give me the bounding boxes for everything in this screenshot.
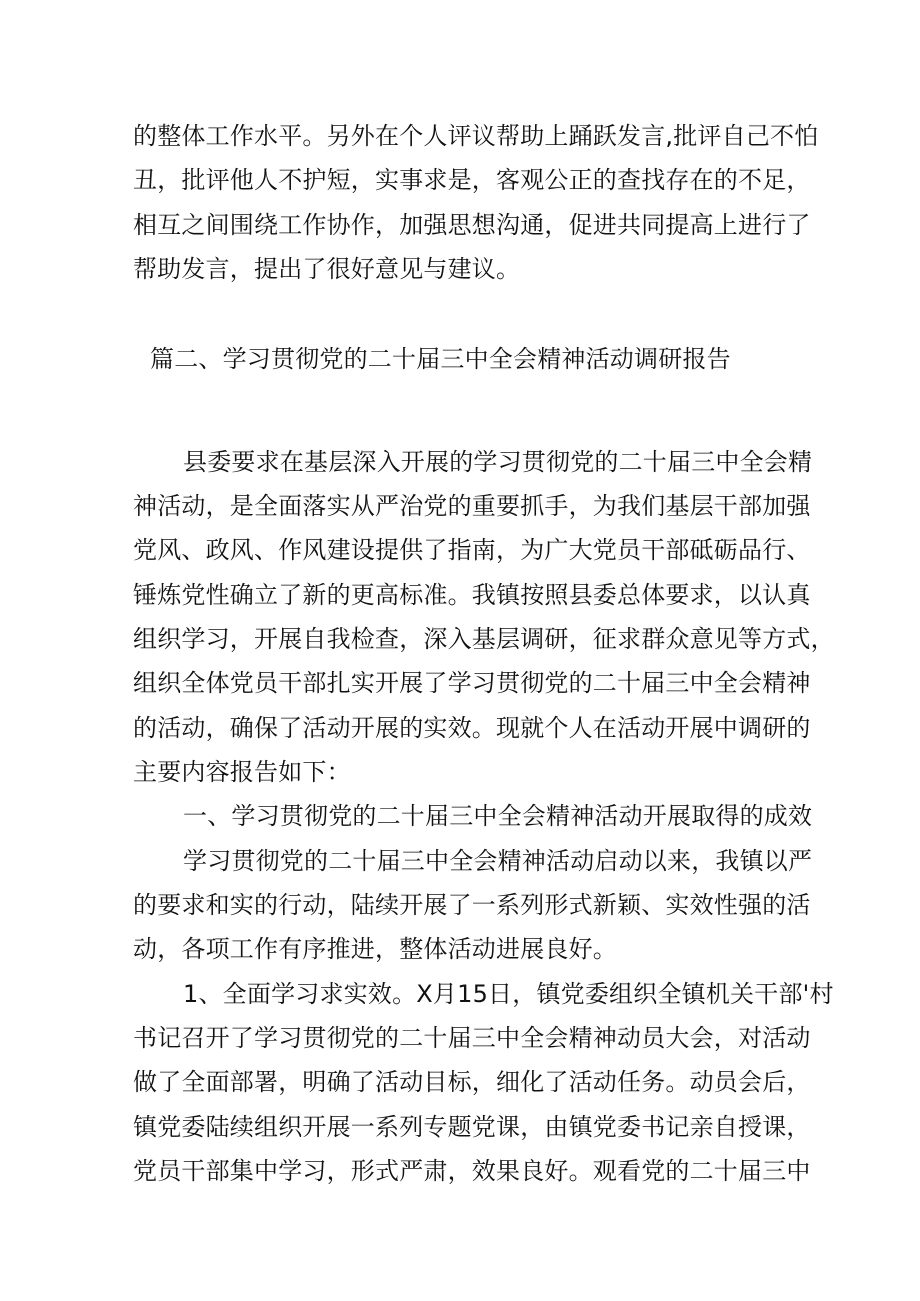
paragraph-line: 锤炼党性确立了新的更高标准。我镇按照县委总体要求，以认真 bbox=[133, 581, 811, 609]
paragraph-line: 组织学习，开展自我检查，深入基层调研，征求群众意见等方式， bbox=[133, 625, 835, 653]
section-heading: 篇二、学习贯彻党的二十届三中全会精神活动调研报告 bbox=[150, 345, 731, 373]
paragraph-line: 主要内容报告如下： bbox=[133, 758, 351, 786]
paragraph-line: 的整体工作水平。另外在个人评议帮助上踊跃发言,批评自己不怕 bbox=[133, 122, 819, 150]
paragraph-line: 组织全体党员干部扎实开展了学习贯彻党的二十届三中全会精神 bbox=[133, 669, 811, 697]
subheading: 一、学习贯彻党的二十届三中全会精神活动开展取得的成效 bbox=[183, 802, 813, 830]
paragraph-line: 镇党委陆续组织开展一系列专题党课，由镇党委书记亲自授课， bbox=[133, 1113, 811, 1141]
paragraph-line: 做了全面部署，明确了活动目标，细化了活动任务。动员会后， bbox=[133, 1068, 811, 1096]
paragraph-line: 1、全面学习求实效。X月15日，镇党委组织全镇机关干部'村 bbox=[183, 980, 834, 1008]
paragraph-line: 动，各项工作有序推进，整体活动进展良好。 bbox=[133, 935, 617, 963]
paragraph-line: 的活动，确保了活动开展的实效。现就个人在活动开展中调研的 bbox=[133, 714, 811, 742]
paragraph-line: 学习贯彻党的二十届三中全会精神活动启动以来，我镇以严 bbox=[183, 847, 813, 875]
paragraph-line: 神活动，是全面落实从严治党的重要抓手，为我们基层干部加强 bbox=[133, 492, 811, 520]
paragraph-line: 丑，批评他人不护短，实事求是，客观公正的查找存在的不足， bbox=[133, 166, 811, 194]
paragraph-line: 党员干部集中学习，形式严肃，效果良好。观看党的二十届三中 bbox=[133, 1157, 811, 1185]
paragraph-line: 帮助发言，提出了很好意见与建议。 bbox=[133, 255, 521, 283]
paragraph-line: 书记召开了学习贯彻党的二十届三中全会精神动员大会，对活动 bbox=[133, 1024, 811, 1052]
paragraph-line: 相互之间围绕工作协作，加强思想沟通，促进共同提高上进行了 bbox=[133, 211, 811, 239]
paragraph-line: 县委要求在基层深入开展的学习贯彻党的二十届三中全会精 bbox=[183, 448, 813, 476]
paragraph-line: 党风、政风、作风建设提供了指南，为广大党员干部砥砺品行、 bbox=[133, 536, 811, 564]
paragraph-line: 的要求和实的行动，陆续开展了一系列形式新颖、实效性强的活 bbox=[133, 891, 811, 919]
